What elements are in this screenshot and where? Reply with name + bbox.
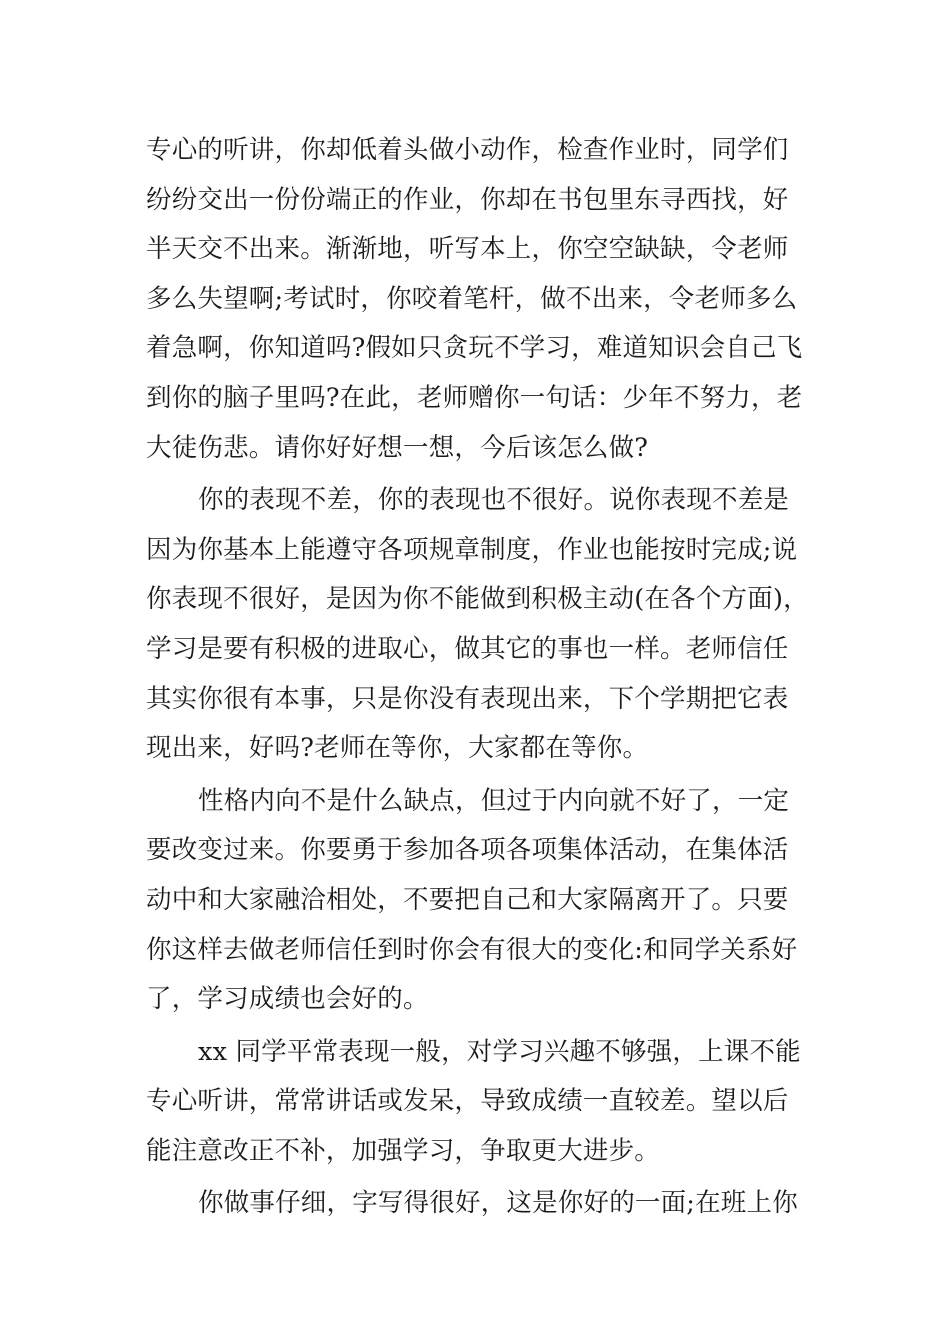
paragraph-4 bbox=[146, 1028, 821, 1177]
text-line: 到你的脑子里吗?在此，老师赠你一句话：少年不努力，老 bbox=[146, 382, 803, 413]
text-line: 多么失望啊;考试时，你咬着笔杆，做不出来，令老师多么 bbox=[146, 283, 798, 314]
text-line: 现出来，好吗?老师在等你，大家都在等你。 bbox=[146, 733, 649, 764]
text-line: 你的表现不差，你的表现也不很好。说你表现不差是 bbox=[198, 485, 790, 516]
text-line: 专心听讲，常常讲话或发呆，导致成绩一直较差。望以后 bbox=[146, 1086, 789, 1117]
text-line: 你做事仔细，字写得很好，这是你好的一面;在班上你 bbox=[198, 1188, 798, 1219]
text-line: 要改变过来。你要勇于参加各项各项集体活动，在集体活 bbox=[146, 835, 789, 866]
text-line: 因为你基本上能遵守各项规章制度，作业也能按时完成;说 bbox=[146, 534, 798, 565]
text-line: 着急啊，你知道吗?假如只贪玩不学习，难道知识会自己飞 bbox=[146, 333, 803, 364]
text-line: 你表现不很好，是因为你不能做到积极主动(在各个方面)， bbox=[146, 584, 809, 615]
text-line: 动中和大家融洽相处，不要把自己和大家隔离开了。只要 bbox=[146, 884, 789, 915]
text-line: 大徒伤悲。请你好好想一想，今后该怎么做? bbox=[146, 432, 649, 463]
text-line: 半天交不出来。渐渐地，听写本上，你空空缺缺，令老师 bbox=[146, 234, 789, 265]
text-line: 了，学习成绩也会好的。 bbox=[146, 984, 429, 1015]
paragraph-3 bbox=[146, 777, 821, 1025]
text-line: 你这样去做老师信任到时你会有很大的变化:和同学关系好 bbox=[146, 934, 798, 965]
document-body bbox=[146, 126, 821, 1229]
text-line: 能注意改正不补，加强学习，争取更大进步。 bbox=[146, 1135, 661, 1166]
text-line: 其实你很有本事，只是你没有表现出来，下个学期把它表 bbox=[146, 683, 789, 714]
paragraph-2 bbox=[146, 476, 821, 774]
paragraph-5 bbox=[146, 1179, 821, 1229]
text-line: 学习是要有积极的进取心，做其它的事也一样。老师信任 bbox=[146, 633, 789, 664]
text-line: 性格内向不是什么缺点，但过于内向就不好了，一定 bbox=[198, 785, 790, 816]
text-line: 专心的听讲，你却低着头做小动作，检查作业时，同学们 bbox=[146, 135, 789, 165]
text-line: xx 同学平常表现一般，对学习兴趣不够强，上课不能 bbox=[198, 1036, 801, 1067]
text-line: 纷纷交出一份份端正的作业，你却在书包里东寻西找，好 bbox=[146, 184, 789, 215]
paragraph-1 bbox=[146, 126, 821, 473]
